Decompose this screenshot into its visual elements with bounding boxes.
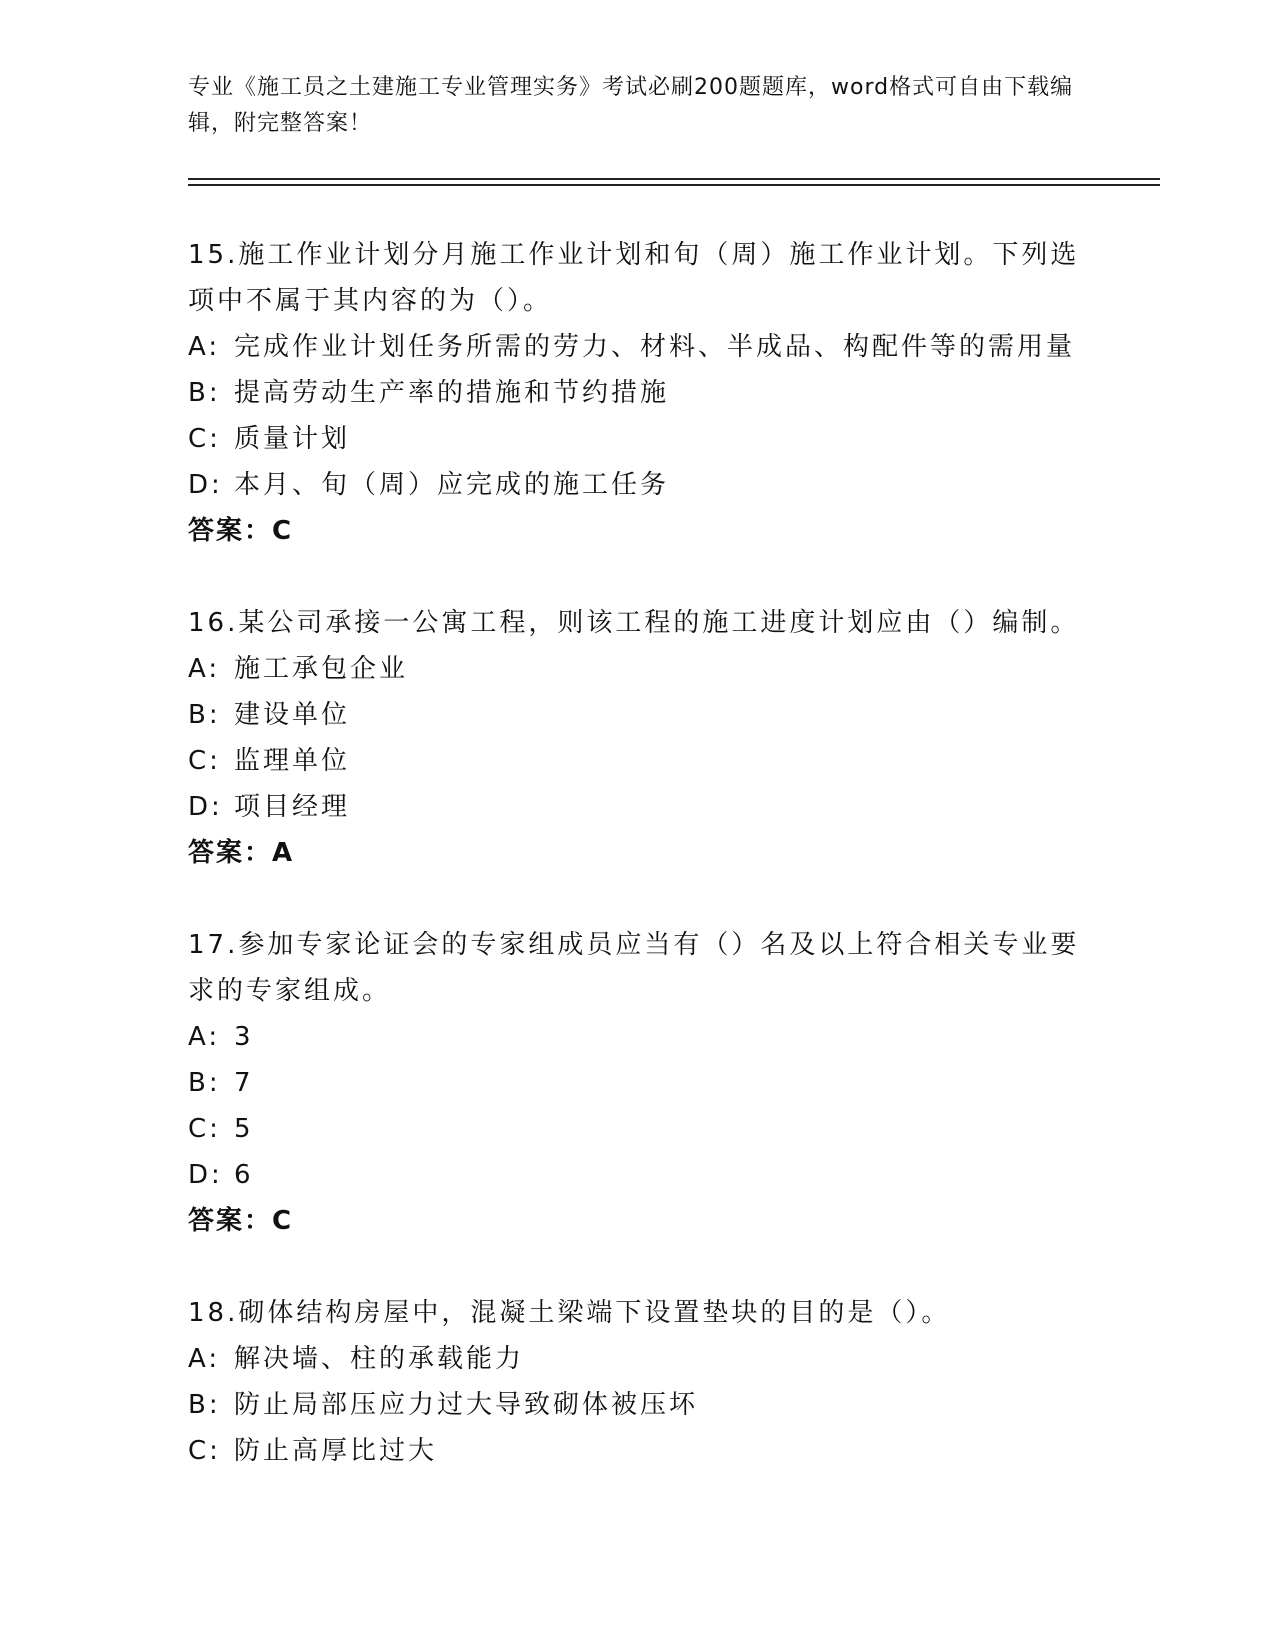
option-text: 监理单位 [234,746,351,776]
question-17 [188,922,1088,1244]
question-16 [188,600,1088,876]
header-divider-top [188,178,1160,180]
option-text: 防止局部压应力过大导致砌体被压坏 [234,1390,699,1420]
document-header: 专业《施工员之土建施工专业管理实务》考试必刷200题题库，word格式可自由下载编辑，附完整答案！ [188,75,1074,136]
option-c [188,416,1088,462]
question-15 [188,232,1088,554]
option-text: 解决墙、柱的承载能力 [234,1344,525,1374]
option-text: 质量计划 [234,424,351,454]
answer-line: 答案：C [188,1206,294,1236]
option-b [188,1060,1088,1106]
question-18 [188,1290,1088,1474]
option-key: C: [188,746,221,776]
option-a [188,1336,1088,1382]
option-text: 防止高厚比过大 [234,1436,438,1466]
option-key: D: [188,470,223,500]
question-list [188,232,1088,1520]
option-text: 3 [234,1022,254,1052]
option-key: D: [188,1160,223,1190]
option-b [188,692,1088,738]
option-text: 本月、旬（周）应完成的施工任务 [234,470,670,500]
option-text: 完成作业计划任务所需的劳力、材料、半成品、构配件等的需用量 [234,332,1076,362]
option-d [188,1152,1088,1198]
option-key: D: [188,792,223,822]
question-text: 15.施工作业计划分月施工作业计划和旬（周）施工作业计划。下列选项中不属于其内容的为（）。 [188,240,1080,316]
option-b [188,1382,1088,1428]
option-key: B: [188,700,221,730]
header-divider-bottom [188,184,1160,186]
option-key: C: [188,424,221,454]
option-d [188,784,1088,830]
option-key: C: [188,1436,221,1466]
option-key: A: [188,1344,221,1374]
option-key: B: [188,1068,221,1098]
option-key: A: [188,654,221,684]
option-key: B: [188,378,221,408]
option-key: A: [188,332,221,362]
option-c [188,738,1088,784]
option-b [188,370,1088,416]
option-key: B: [188,1390,221,1420]
option-text: 项目经理 [234,792,351,822]
option-a [188,646,1088,692]
option-c [188,1106,1088,1152]
question-text: 17.参加专家论证会的专家组成员应当有（）名及以上符合相关专业要求的专家组成。 [188,930,1080,1006]
question-text: 18.砌体结构房屋中，混凝土梁端下设置垫块的目的是（）。 [188,1298,951,1328]
option-d [188,462,1088,508]
option-a [188,324,1088,370]
option-text: 7 [234,1068,254,1098]
option-c [188,1428,1088,1474]
option-text: 提高劳动生产率的措施和节约措施 [234,378,670,408]
option-key: C: [188,1114,221,1144]
answer-line: 答案：C [188,516,294,546]
option-text: 6 [234,1160,254,1190]
option-text: 建设单位 [234,700,351,730]
option-key: A: [188,1022,221,1052]
option-text: 施工承包企业 [234,654,409,684]
option-text: 5 [234,1114,254,1144]
question-text: 16.某公司承接一公寓工程，则该工程的施工进度计划应由（）编制。 [188,608,1080,638]
answer-line: 答案：A [188,838,295,868]
option-a [188,1014,1088,1060]
